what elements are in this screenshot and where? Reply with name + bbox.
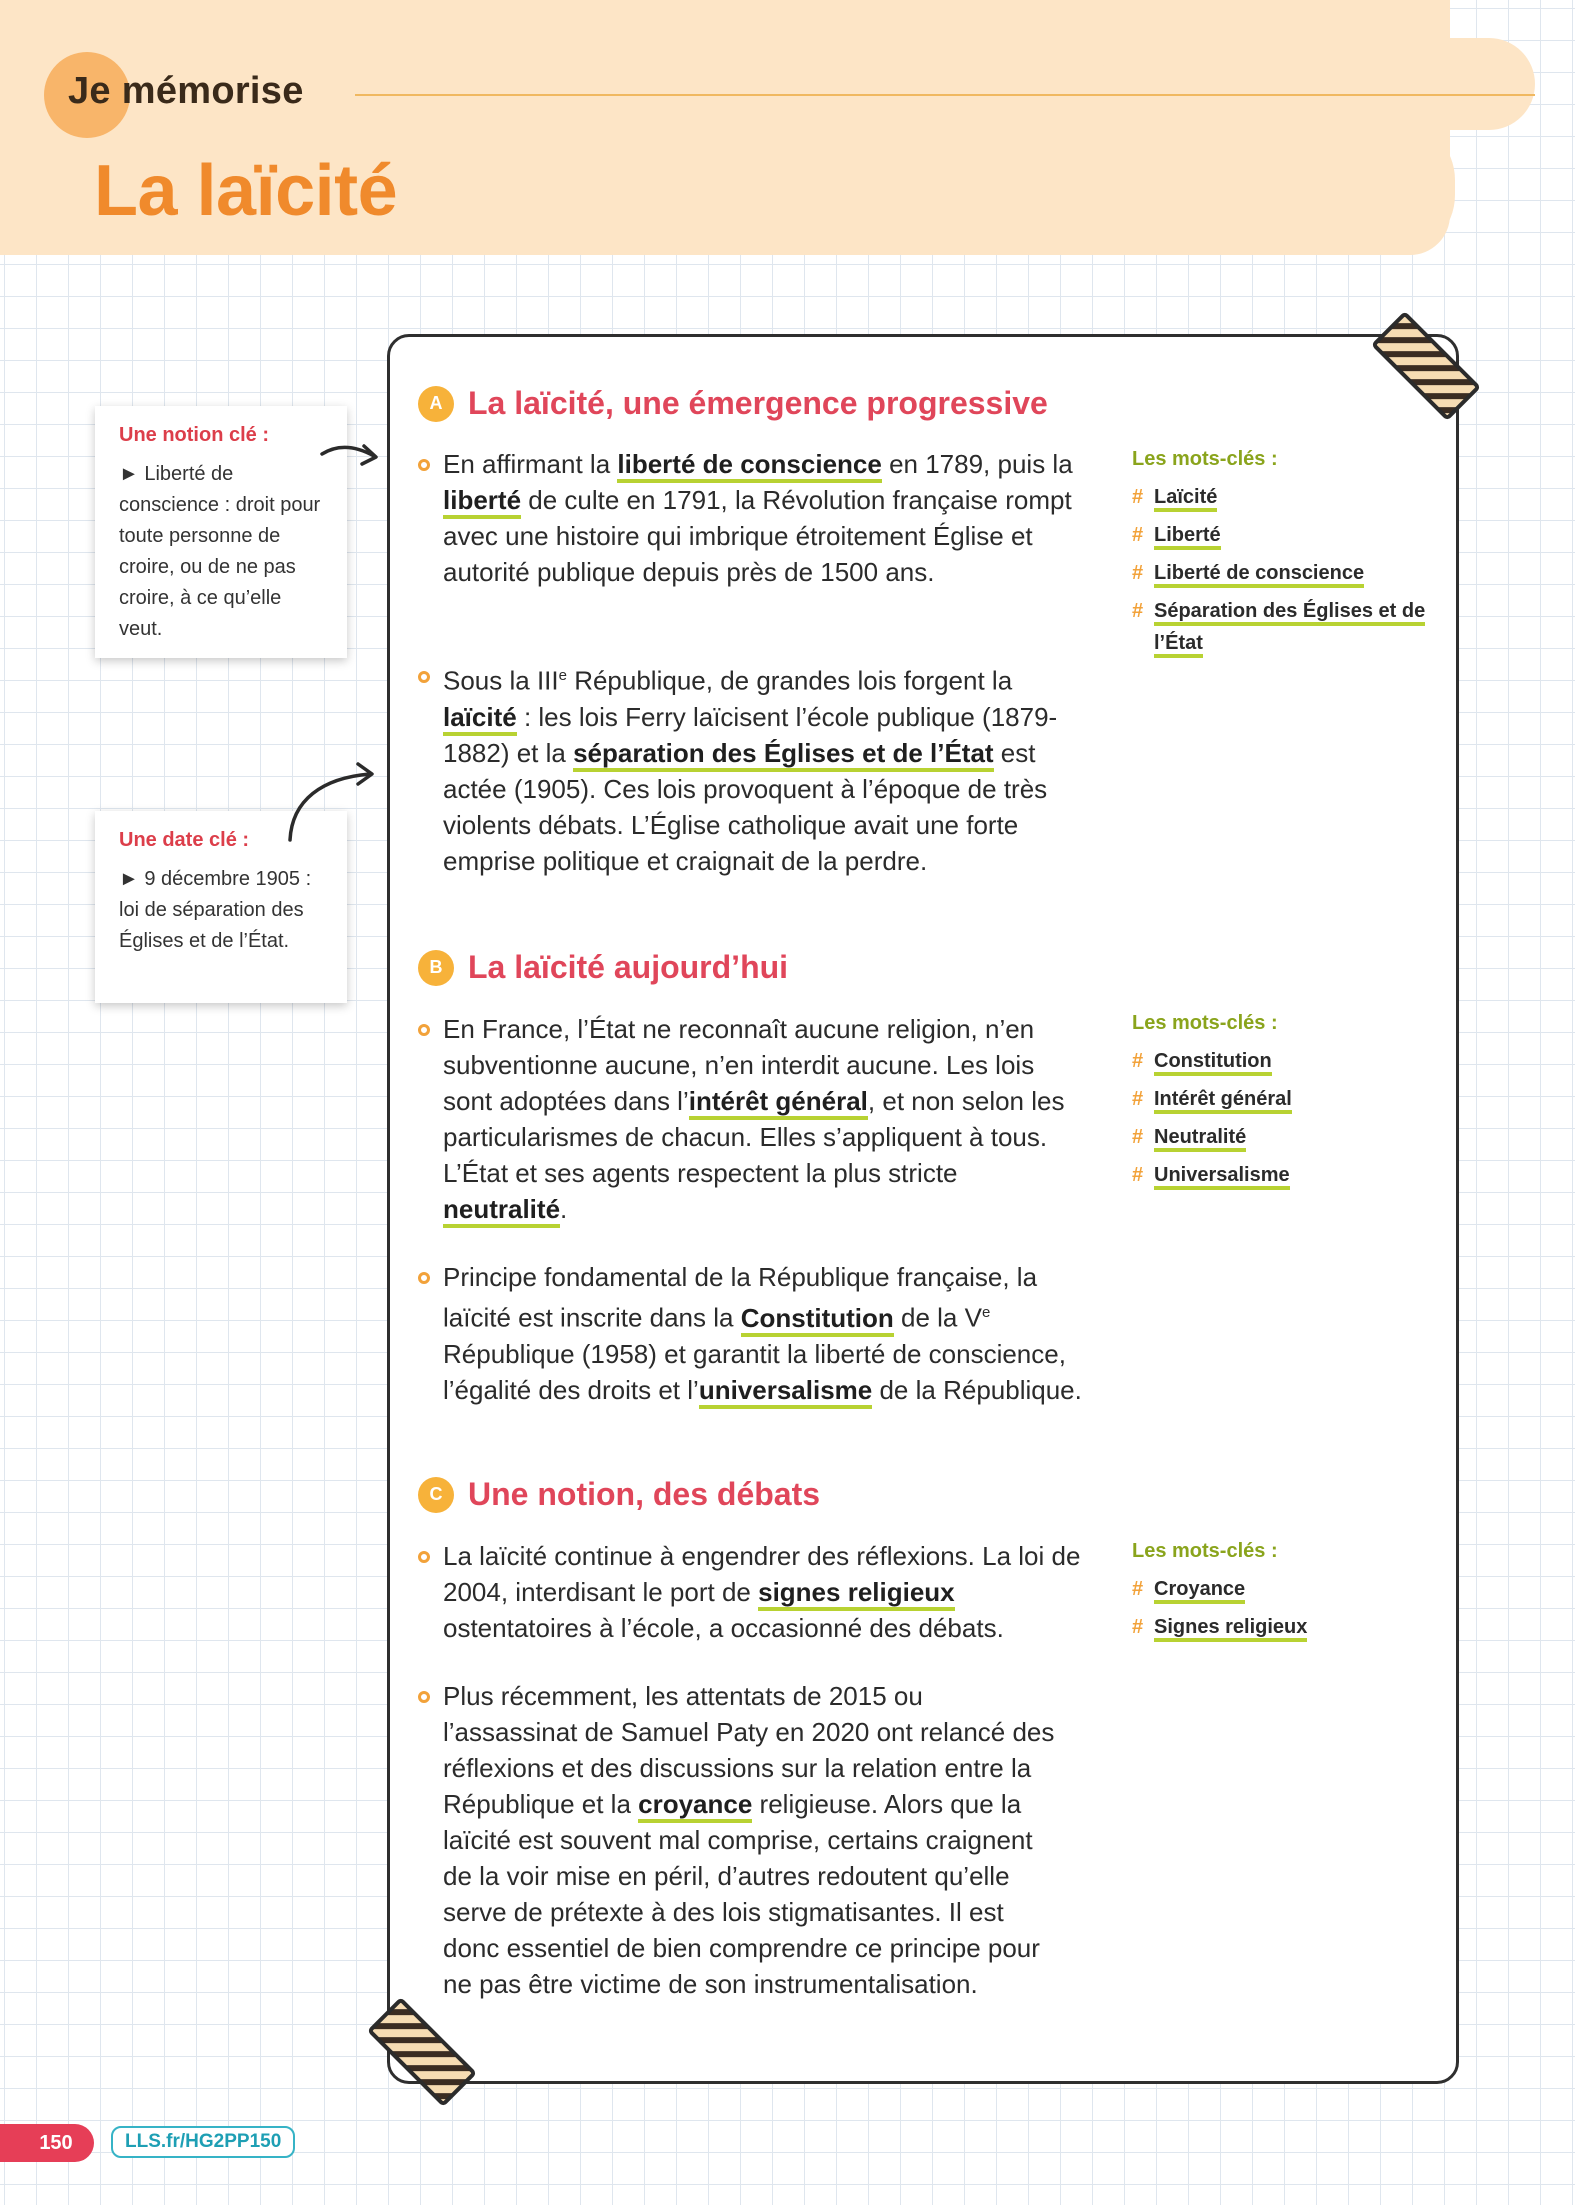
keywords-list bbox=[1132, 1573, 1432, 1643]
text-run: . bbox=[560, 1194, 568, 1224]
keyword-item bbox=[1132, 519, 1432, 551]
keyword-highlight: liberté bbox=[443, 485, 521, 519]
superscript: e bbox=[981, 1304, 991, 1321]
keyword-item bbox=[1132, 1573, 1432, 1605]
text-run: religieuse. Alors que la laïcité est souvent mal comprise, certains craignent de la voir mise en péril, d’autres redoutent qu’elle serve de prétexte à des lois stigmatisantes. Il est donc essentiel de bien comprendre ce principe pour ne pas être victime de son instrumentalisation. bbox=[443, 1789, 1040, 1999]
keyword-item bbox=[1132, 1611, 1432, 1643]
text-run: République (1958) et garantit la liberté de conscience, l’égalité des droits et l’ bbox=[443, 1338, 1066, 1405]
keyword-item bbox=[1132, 1159, 1432, 1191]
page-number: 150 bbox=[0, 2124, 94, 2162]
keyword-label: Signes religieux bbox=[1154, 1616, 1307, 1642]
text-run: en 1789, puis la bbox=[881, 449, 1073, 479]
keyword-label: Universalisme bbox=[1154, 1164, 1290, 1190]
keyword-highlight: croyance bbox=[638, 1789, 752, 1823]
bullet-icon bbox=[418, 1272, 430, 1284]
superscript: e bbox=[558, 667, 567, 684]
keywords-box bbox=[1132, 1540, 1432, 1649]
keyword-highlight: signes religieux bbox=[758, 1577, 955, 1611]
text-run: Plus récemment, les attentats de 2015 ou l’assassinat de Samuel Paty en 2020 ont relancé des réflexions et des discussions sur la relation entre la République et la bbox=[443, 1681, 1055, 1819]
text-run: La laïcité continue à engendrer des réflexions. La loi de 2004, interdisant le port de bbox=[443, 1541, 1081, 1607]
paragraph bbox=[443, 1678, 1063, 2002]
text-run: : les lois Ferry laïcisent l’école publique (1879-1882) et la bbox=[443, 701, 1058, 768]
section-c-heading bbox=[418, 1476, 820, 1513]
hash-icon: # bbox=[1132, 1578, 1144, 1600]
paragraph bbox=[443, 1259, 1083, 1408]
hash-icon: # bbox=[1132, 524, 1144, 546]
keyword-item bbox=[1132, 595, 1432, 659]
header-blob bbox=[1300, 120, 1455, 255]
key-notion-body: ► Liberté de conscience : droit pour toute personne de croire, ou de ne pas croire, à ce qu’elle veut. bbox=[119, 463, 321, 640]
resource-link[interactable]: LLS.fr/HG2PP150 bbox=[111, 2126, 295, 2158]
keyword-label: Liberté bbox=[1154, 524, 1221, 550]
header-tag: Je mémorise bbox=[68, 70, 304, 112]
section-a-heading bbox=[418, 385, 1048, 422]
text-run: En affirmant la bbox=[443, 449, 618, 479]
section-b-badge: B bbox=[418, 950, 454, 986]
bullet-icon bbox=[418, 671, 430, 683]
hash-icon: # bbox=[1132, 486, 1144, 508]
keyword-item bbox=[1132, 557, 1432, 589]
keyword-label: Neutralité bbox=[1154, 1126, 1246, 1152]
keyword-item bbox=[1132, 1083, 1432, 1115]
keyword-label: Constitution bbox=[1154, 1050, 1272, 1076]
paragraph bbox=[443, 1011, 1083, 1227]
section-a-badge: A bbox=[418, 386, 454, 422]
bullet-icon bbox=[418, 1691, 430, 1703]
key-notion-title: Une notion clé : bbox=[119, 424, 269, 446]
paragraph bbox=[443, 1538, 1083, 1646]
text-run: En France, l’État ne reconnaît aucune religion, n’en subventionne aucune, n’en interdit aucune. Les lois sont adoptées dans l’ bbox=[443, 1014, 1035, 1116]
text-run: République, de grandes lois forgent la bbox=[566, 665, 1013, 696]
keyword-highlight: universalisme bbox=[699, 1375, 872, 1409]
section-a-title: La laïcité, une émergence progressive bbox=[468, 385, 1048, 421]
hash-icon: # bbox=[1132, 1088, 1144, 1110]
bullet-icon bbox=[418, 459, 430, 471]
keyword-label: Laïcité bbox=[1154, 486, 1217, 512]
arrow-icon bbox=[282, 760, 382, 846]
key-date-title: Une date clé : bbox=[119, 829, 250, 851]
text-run: Principe fondamental de la République française, la laïcité est inscrite dans la bbox=[443, 1262, 1038, 1333]
keyword-highlight: laïcité bbox=[443, 702, 517, 736]
keyword-label: Liberté de conscience bbox=[1154, 562, 1364, 588]
keywords-title: Les mots-clés : bbox=[1132, 1540, 1278, 1562]
key-notion-note bbox=[95, 406, 347, 658]
keyword-item bbox=[1132, 481, 1432, 513]
keyword-item bbox=[1132, 1045, 1432, 1077]
arrow-icon bbox=[318, 440, 382, 470]
hash-icon: # bbox=[1132, 562, 1144, 584]
keyword-label: Séparation des Églises et de l’État bbox=[1154, 600, 1425, 658]
keywords-box bbox=[1132, 448, 1432, 665]
keyword-label: Croyance bbox=[1154, 1578, 1245, 1604]
bullet-icon bbox=[418, 1024, 430, 1036]
section-c-badge: C bbox=[418, 1477, 454, 1513]
text-run: de la V bbox=[893, 1302, 982, 1333]
text-run: ostentatoires à l’école, a occasionné des débats. bbox=[443, 1613, 1004, 1643]
keyword-highlight: liberté de conscience bbox=[617, 449, 881, 483]
section-c-title: Une notion, des débats bbox=[468, 1476, 821, 1512]
keyword-highlight: séparation des Églises et de l’État bbox=[573, 738, 993, 772]
paragraph bbox=[443, 446, 1083, 590]
keywords-title: Les mots-clés : bbox=[1132, 1012, 1278, 1034]
keyword-highlight: neutralité bbox=[443, 1194, 560, 1228]
text-run: est actée (1905). Ces lois provoquent à l’époque de très violents débats. L’Église catholique avait une forte emprise politique et craignait de la perdre. bbox=[443, 737, 1048, 876]
hash-icon: # bbox=[1132, 1164, 1144, 1186]
bullet-icon bbox=[418, 1551, 430, 1563]
keyword-highlight: Constitution bbox=[741, 1303, 894, 1337]
text-run: de culte en 1791, la Révolution française rompt avec une histoire qui imbrique étroitement Église et autorité publique depuis près de 1500 ans. bbox=[443, 485, 1072, 587]
text-run: de la République. bbox=[872, 1374, 1082, 1405]
tape-icon bbox=[1366, 306, 1486, 426]
hash-icon: # bbox=[1132, 600, 1144, 622]
text-run: , et non selon les particularismes de chacun. Elles s’appliquent à tous. L’État et ses agents respectent la plus stricte bbox=[443, 1086, 1065, 1188]
keyword-highlight: intérêt général bbox=[689, 1086, 868, 1120]
page-title: La laïcité bbox=[94, 151, 398, 231]
keyword-item bbox=[1132, 1121, 1432, 1153]
hash-icon: # bbox=[1132, 1050, 1144, 1072]
text-run: Sous la III bbox=[443, 665, 559, 696]
hash-icon: # bbox=[1132, 1126, 1144, 1148]
keyword-label: Intérêt général bbox=[1154, 1088, 1292, 1114]
section-b-heading bbox=[418, 949, 788, 986]
paragraph bbox=[443, 658, 1073, 879]
key-date-body: ► 9 décembre 1905 : loi de séparation des Églises et de l’État. bbox=[119, 868, 312, 952]
keywords-box bbox=[1132, 1012, 1432, 1197]
keywords-list bbox=[1132, 1045, 1432, 1191]
keywords-title: Les mots-clés : bbox=[1132, 448, 1278, 470]
keywords-list bbox=[1132, 481, 1432, 659]
tape-icon bbox=[362, 1992, 482, 2112]
hash-icon: # bbox=[1132, 1616, 1144, 1638]
section-b-title: La laïcité aujourd’hui bbox=[468, 949, 789, 985]
header-rule bbox=[355, 94, 1535, 96]
header-blob bbox=[1100, 38, 1535, 130]
